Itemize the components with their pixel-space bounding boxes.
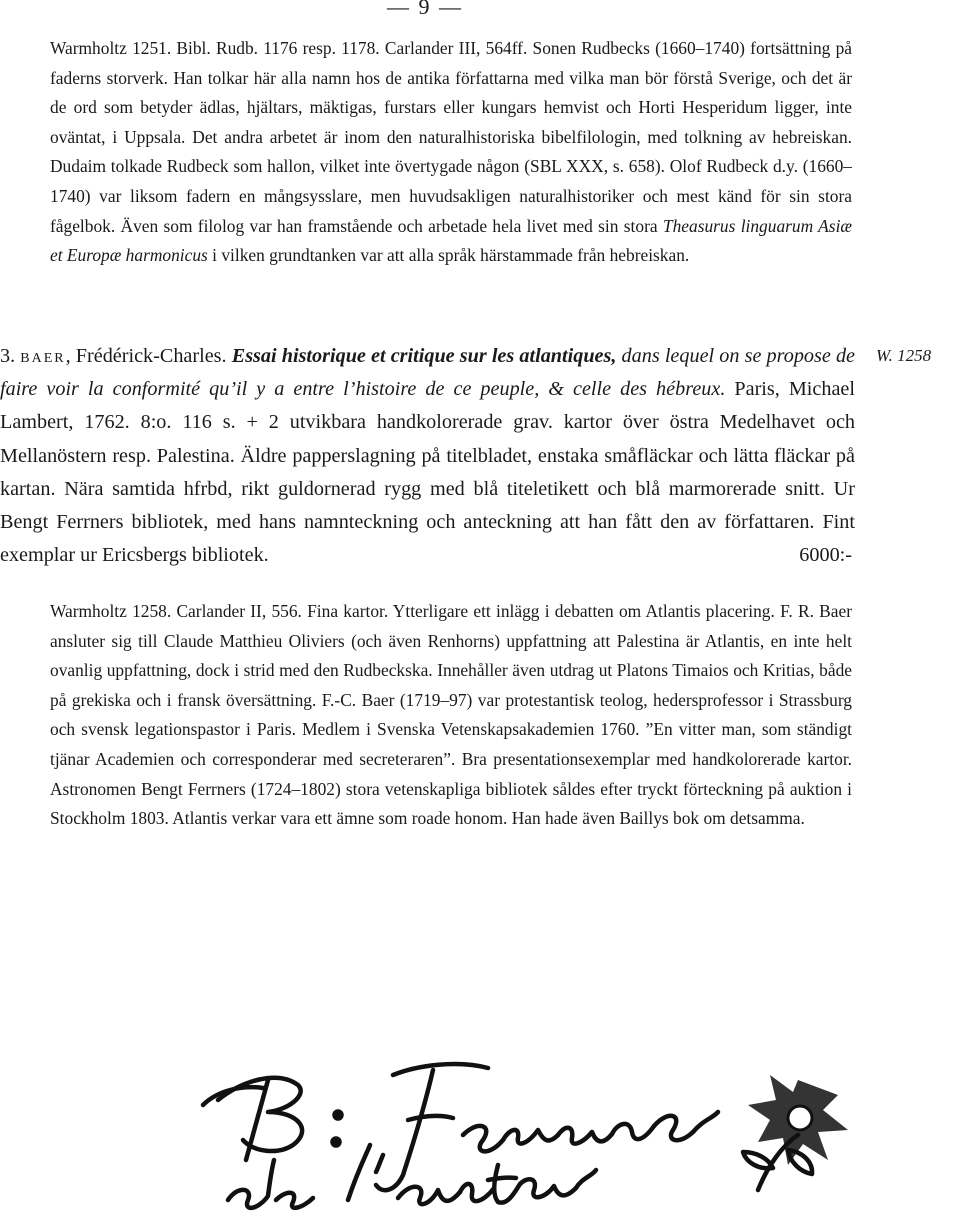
top-note-text-end: i vilken grundtanken var att alla språk härstammade från hebreiskan. (207, 245, 690, 266)
top-note-italic-title: Theasurus linguarum Asiæ et Europæ harmonicus (50, 215, 852, 266)
top-note-text: Warmholtz 1251. Bibl. Rudb. 1176 resp. 1178. Carlander III, 564ff. Sonen Rudbecks (1660–1740) fortsättning på faderns storverk. Han tolkar här alla namn hos de antika författarna med vilka man bör förstå Sverige, och det är de ord som betyder ädlas, hjältars, mäktigas, furstars eller kungars hemvist och Horti Hesperidum ligger, inte oväntat, i Uppsala. Det andra arbetet är inom den naturalhistoriska bibelfilologin, med tolkning av hebreiskan. Dudaim tolkade Rudbeck som hallon, vilket inte övertygade någon (SBL XXX, s. 658). Olof Rudbeck d.y. (1660–1740) var liksom fadern en mångsysslare, men huvudsakligen naturalhistoriker och mest känd för sin stora fågelbok. Även som filolog var han framstående och arbetade hela livet med sin stora (50, 38, 852, 236)
entry-title-bold: Essai historique et critique sur les atlantiques, (231, 345, 617, 367)
handwritten-signature (198, 1040, 958, 1223)
entry-number: 3. (0, 345, 16, 367)
entry-reference: W. 1258 (876, 346, 932, 365)
entry-author: baer (20, 345, 66, 367)
entry-title-rest: dans lequel on se propose de faire voir la conformité qu’il y a entre l’histoire de ce peuple, & celle des hébreux. (0, 345, 856, 401)
catalog-entry (0, 340, 855, 572)
entry-author-given: , Frédérick-Charles. (65, 345, 227, 367)
entry-description: Paris, Michael Lambert, 1762. 8:o. 116 s. + 2 utvikbara handkolorerade grav. kartor över östra Medelhavet och Mellanöstern resp. Palestina. Äldre papperslagning på titelbladet, enstaka småfläckar och lätta fläckar på kartan. Nära samtida hfrbd, rikt guldornerad rygg med blå titeletikett och blå marmorerade snitt. Ur Bengt Ferrners bibliotek, med hans namnteckning och anteckning att han fått den av författaren. Fint exemplar ur Ericsbergs bibliotek. (0, 378, 855, 567)
entry-price: 6000:- (799, 544, 852, 567)
top-note-paragraph (50, 34, 852, 271)
page-number: — 9 — (387, 0, 463, 19)
bottom-note-paragraph: Warmholtz 1258. Carlander II, 556. Fina kartor. Ytterligare ett inlägg i debatten om Atlantis placering. F. R. Baer ansluter sig till Claude Matthieu Oliviers (och även Renhorns) uppfattning att Palestina är Atlantis, en inte helt ovanlig uppfattning, dock i strid med den Rudbeckska. Innehåller även utdrag ut Platons Timaios och Kritias, både på grekiska och i fransk översättning. F.-C. Baer (1719–97) var protestantisk teolog, hedersprofessor i Strassburg och svensk legationspastor i Paris. Medlem i Svenska Vetenskapsakademien 1760. ”En vitter man, som ständigt tjänar Academien och corresponderar med secreteraren”. Bra presentationsexemplar med handkolorerade kartor. Astronomen Bengt Ferrners (1724–1802) stora vetenskapliga bibliotek såldes efter tryckt förteckning på auktion i Stockholm 1803. Atlantis verkar vara ett ämne som roade honom. Han hade även Baillys bok om detsamma. (50, 601, 852, 829)
